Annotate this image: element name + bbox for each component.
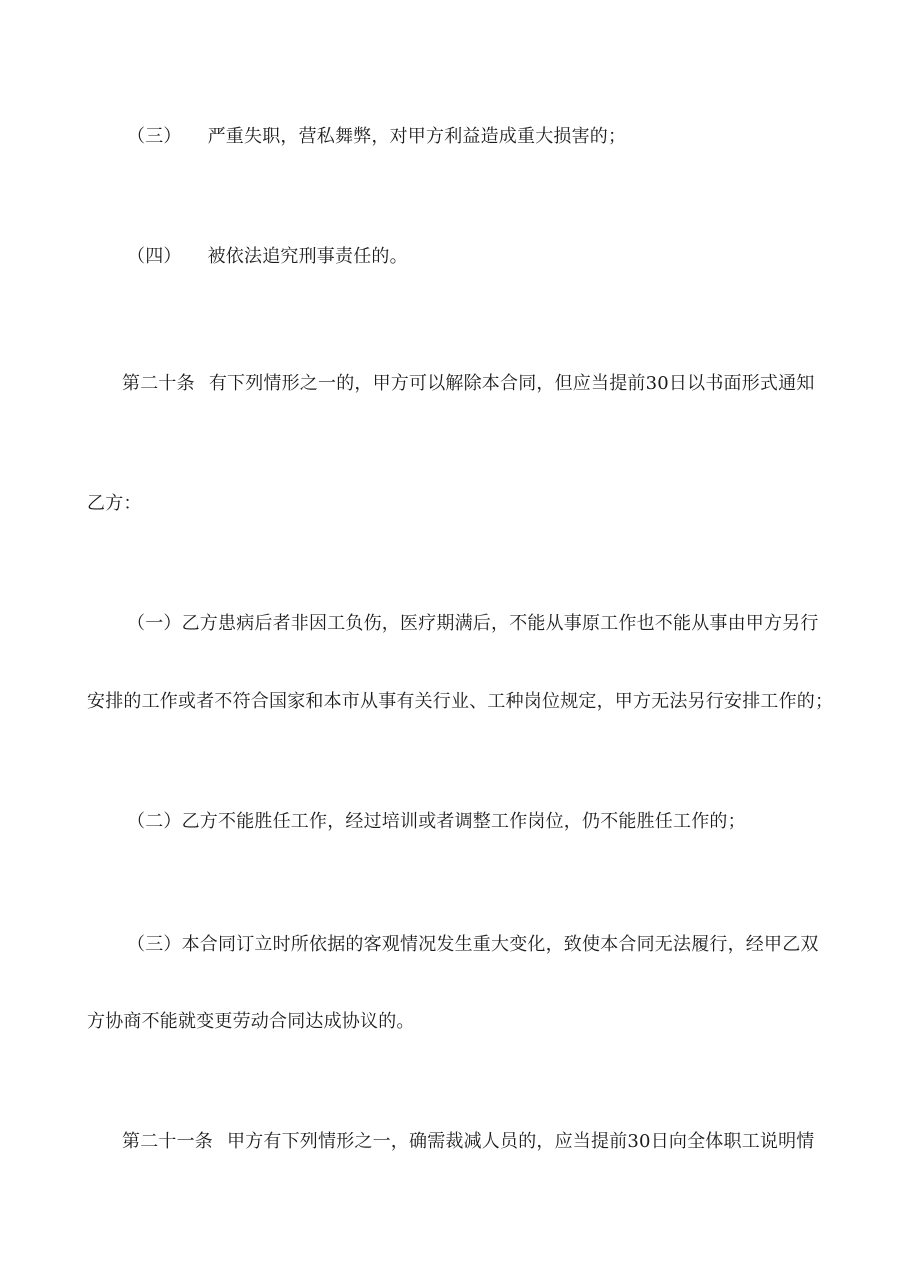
a20-item-1-line-1: （一）乙方患病后者非因工负伤，医疗期满后，不能从事原工作也不能从事由甲方另行 <box>127 613 819 634</box>
item-text: 严重失职，营私舞弊，对甲方利益造成重大损害的； <box>207 126 627 147</box>
clause-item-4 <box>127 245 408 269</box>
a20-item-3-line-2: 方协商不能就变更劳动合同达成协议的。 <box>87 1011 415 1032</box>
article-title: 第二十一条 <box>122 1131 213 1152</box>
clause-item-3 <box>127 125 626 149</box>
article-20-line-2: 乙方： <box>87 493 142 514</box>
a20-item-3-line-1: （三）本合同订立时所依据的客观情况发生重大变化，致使本合同无法履行，经甲乙双 <box>127 934 819 955</box>
article-title: 第二十条 <box>122 373 195 394</box>
item-marker: （四） <box>127 246 182 267</box>
article-20-line-1 <box>122 372 815 396</box>
item-text: 被依法追究刑事责任的。 <box>207 246 408 267</box>
article-text: 甲方有下列情形之一，确需裁减人员的，应当提前30日向全体职工说明情 <box>227 1131 815 1152</box>
a20-item-1-line-2: 安排的工作或者不符合国家和本市从事有关行业、工种岗位规定，甲方无法另行安排工作的； <box>87 691 834 712</box>
item-marker: （三） <box>127 126 182 147</box>
article-text: 有下列情形之一的，甲方可以解除本合同，但应当提前30日以书面形式通知 <box>208 373 815 394</box>
a20-item-2: （二）乙方不能胜任工作，经过培训或者调整工作岗位，仍不能胜任工作的； <box>127 811 746 832</box>
article-21-line-1 <box>122 1130 815 1154</box>
